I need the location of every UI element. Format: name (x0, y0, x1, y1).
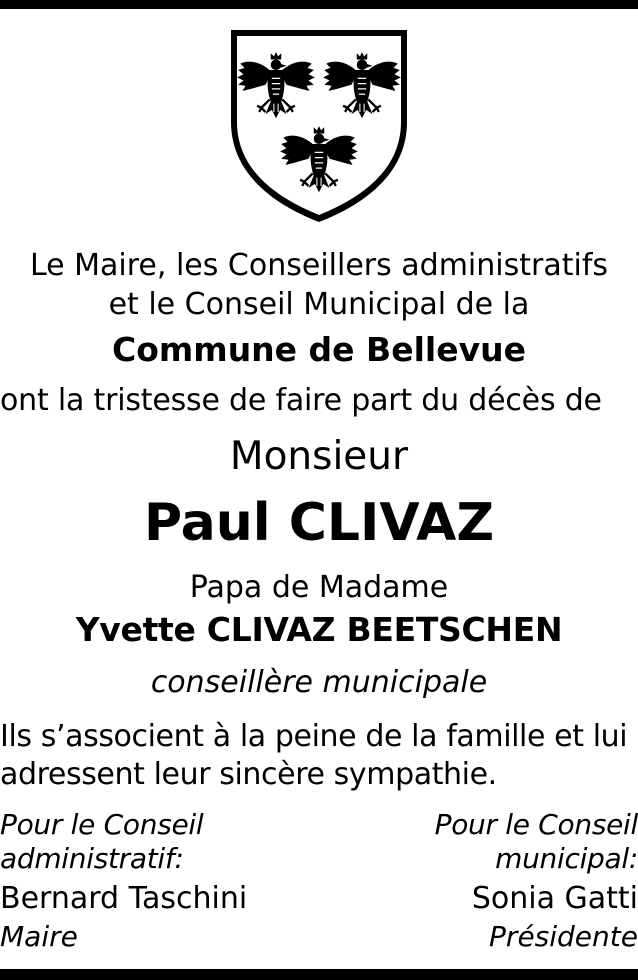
relation-line: Papa de Madame (189, 570, 449, 605)
intro-line-1: Le Maire, les Conseillers administratifs (29, 248, 609, 283)
intro-line-2: et le Conseil Municipal de la (108, 287, 530, 322)
top-border-rule (0, 0, 638, 9)
sorrow-line: ont la tristesse de faire part du décès de (0, 383, 602, 418)
relative-role: conseillère municipale (150, 665, 488, 700)
signature-left (0, 808, 320, 954)
bottom-border-rule (0, 969, 638, 980)
signature-left-title: Maire (0, 920, 78, 953)
signature-right-role-line-2: municipal: (495, 842, 638, 875)
signature-left-role-line-1: Pour le Conseil (0, 808, 204, 841)
signature-left-name: Bernard Taschini (0, 881, 248, 916)
condolence-line-2: adressent leur sincère sympathie. (0, 757, 497, 792)
relative-name: Yvette CLIVAZ BEETSCHEN (75, 610, 563, 649)
signature-left-role-line-2: administratif: (0, 842, 184, 875)
signature-right-title: Présidente (489, 920, 638, 953)
signature-right-name: Sonia Gatti (471, 881, 638, 916)
deceased-name: Paul CLIVAZ (143, 493, 495, 553)
coat-of-arms-icon (228, 27, 410, 225)
signature-right (318, 808, 638, 954)
honorific: Monsieur (229, 434, 409, 479)
signature-right-role-line-1: Pour le Conseil (434, 808, 638, 841)
condolence-line-1: Ils s’associent à la peine de la famille et lui (0, 719, 628, 754)
commune-name: Commune de Bellevue (112, 330, 526, 369)
condolence-paragraph (0, 718, 638, 794)
